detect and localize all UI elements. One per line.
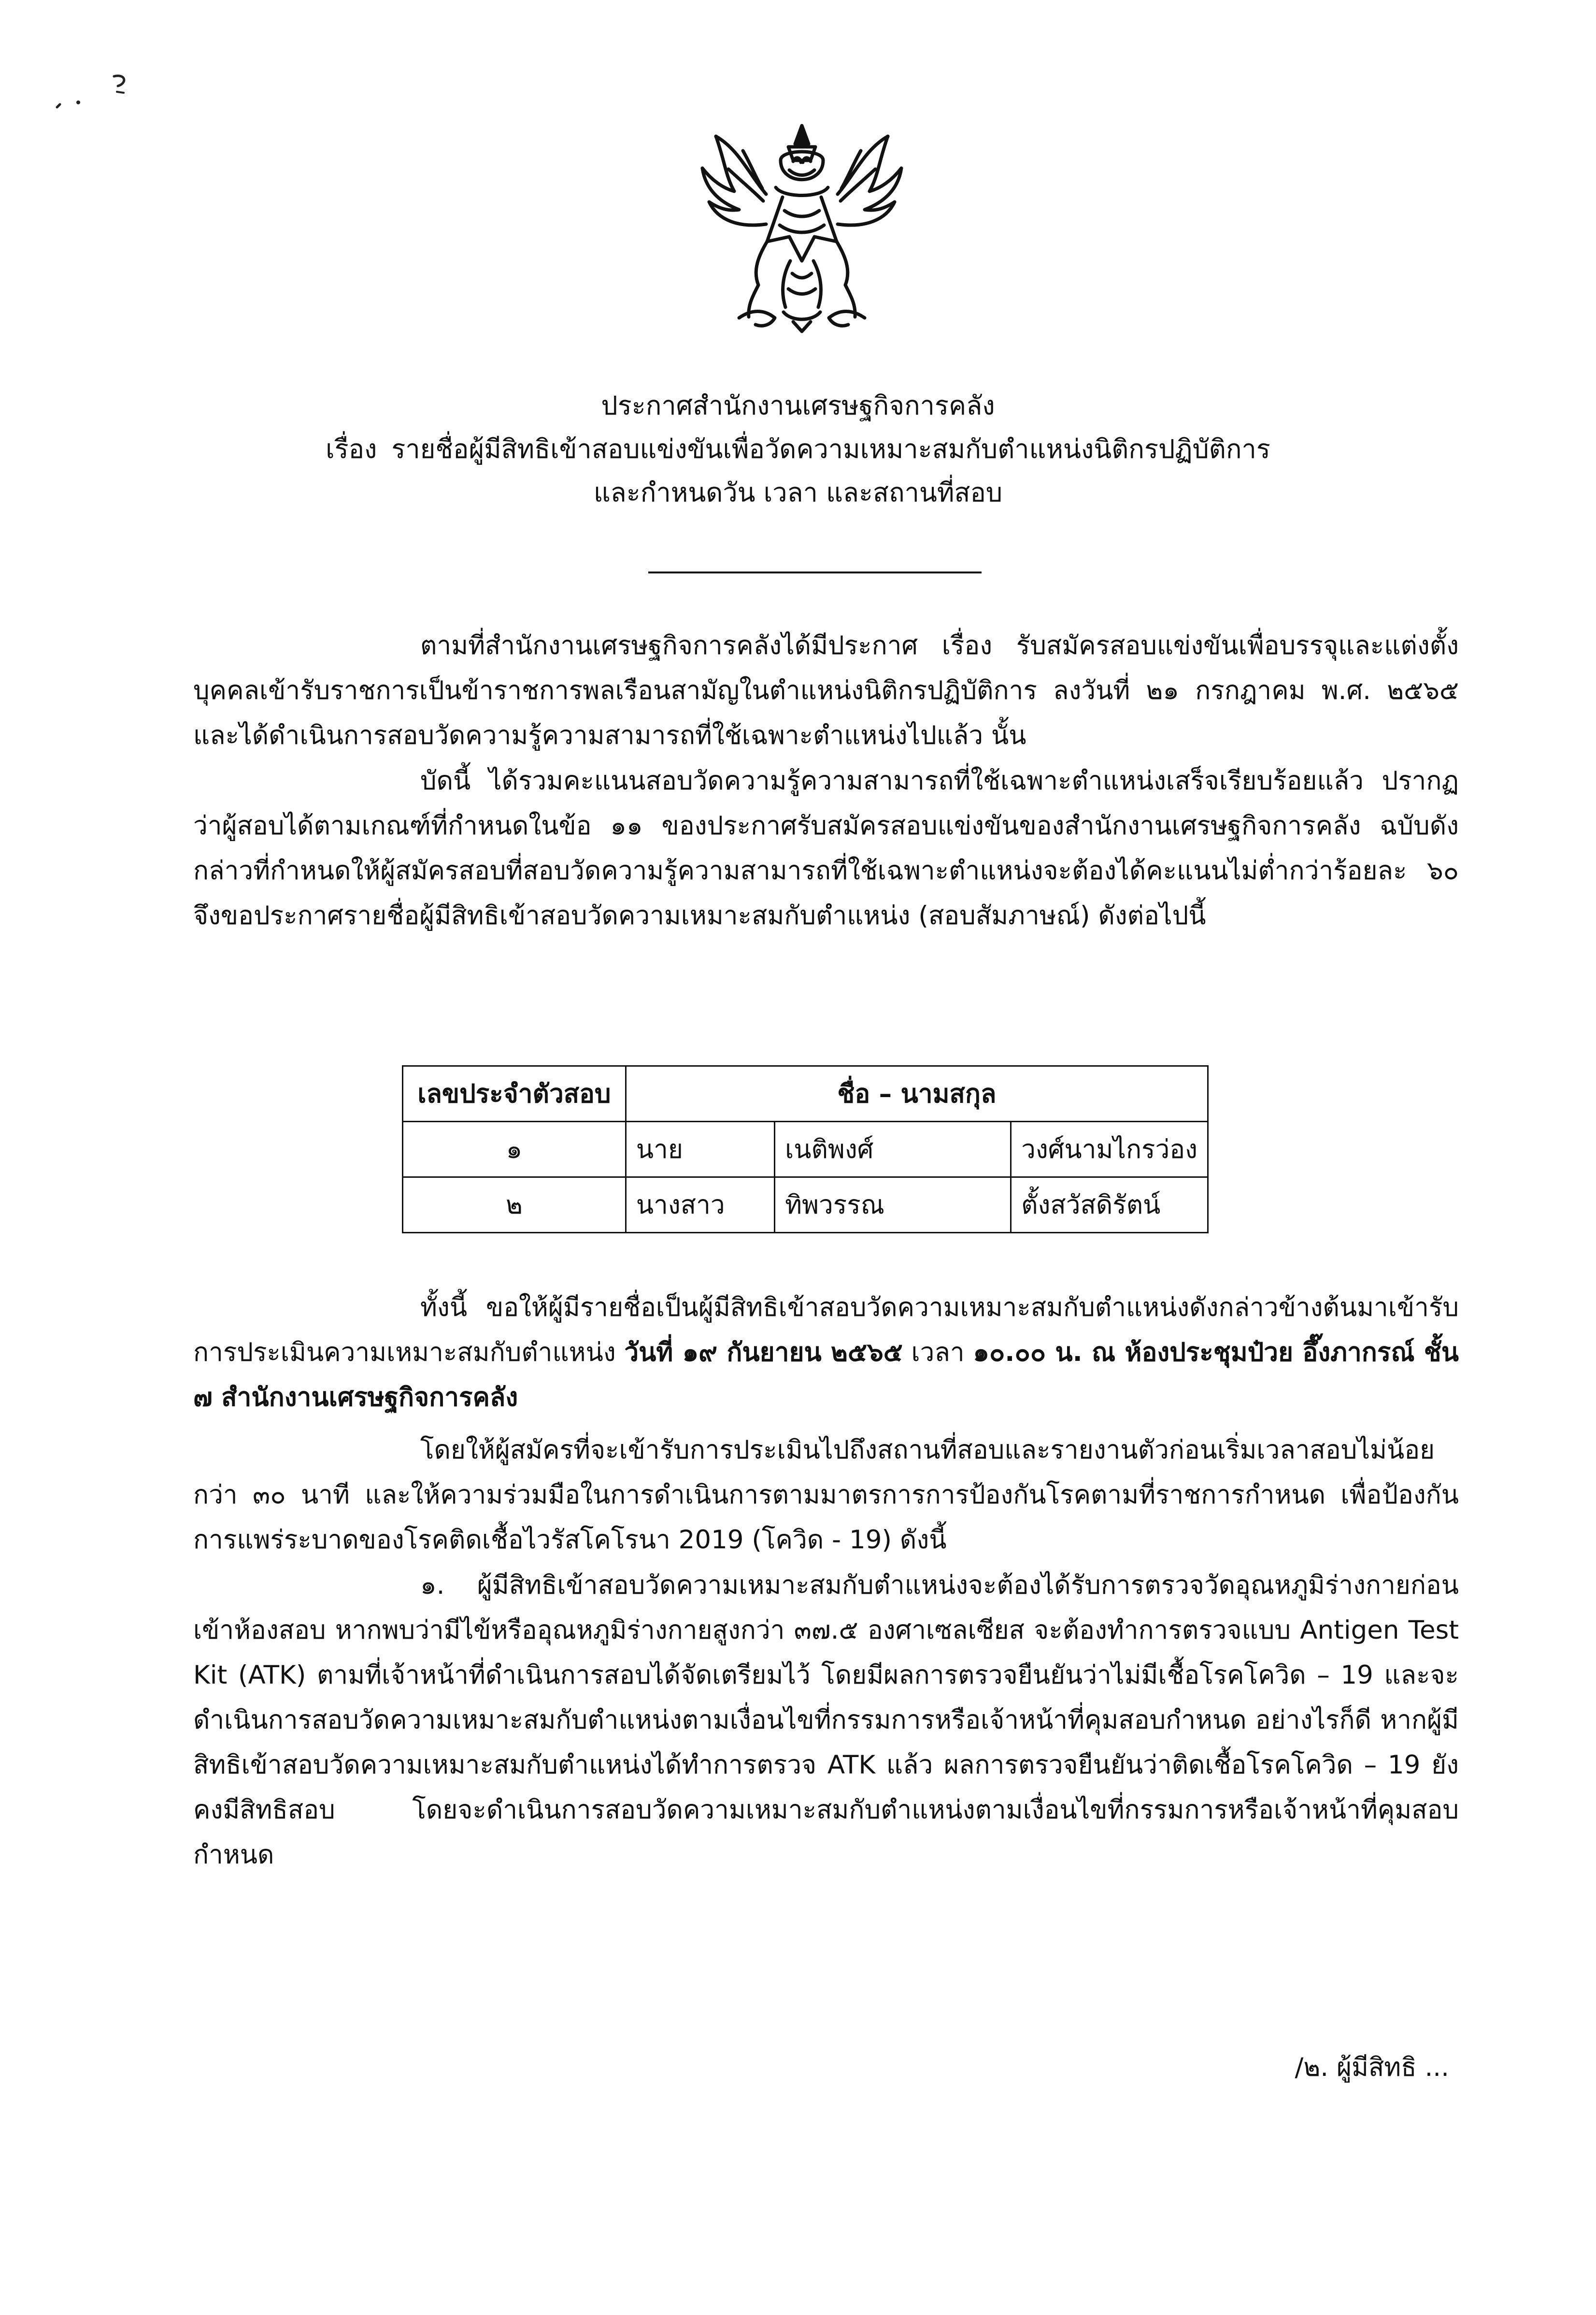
candidate-table <box>402 1065 1209 1233</box>
candidate-table-wrapper <box>402 1065 1209 1239</box>
body-paragraph-3 <box>193 1285 1459 1420</box>
body-paragraph-3-block <box>193 1285 1459 1420</box>
exam-date: วันที่ ๑๙ กันยายน ๒๕๖๕ <box>624 1338 903 1367</box>
body-paragraph-2: บัดนี้ ได้รวมคะแนนสอบวัดความรู้ความสามารถที่ใช้เฉพาะตำแหน่งเสร็จเรียบร้อยแล้ว ปรากฏว่าผู้สอบได้ตามเกณฑ์ที่กำหนดในข้อ ๑๑ ของประกาศรับสมัครสอบแข่งขันของสำนักงานเศรษฐกิจการคลัง ฉบับดังกล่าวที่กำหนดให้ผู้สมัครสอบที่สอบวัดความรู้ความสามารถที่ใช้เฉพาะตำแหน่งจะต้องได้คะแนนไม่ต่ำกว่าร้อยละ ๖๐ จึงขอประกาศรายชื่อผู้มีสิทธิเข้าสอบวัดความเหมาะสมกับตำแหน่ง (สอบสัมภาษณ์) ดังต่อไปนี้ <box>193 766 1459 930</box>
table-header-exam-id: เลขประจำตัวสอบ <box>403 1066 626 1122</box>
paragraph-3-start: ทั้งนี้ ขอให้ผู้มีรายชื่อเป็นผู้มีสิทธิเข้าสอบวัดความเหมาะสมกับตำแหน่งดังกล่าวข้างต้นมาเข้ารับการประเมินความเหมาะสมกับตำแหน่ง <box>193 1293 1459 1367</box>
page-continuation-note: /๒. ผู้มีสิทธิ ... <box>1295 2053 1449 2082</box>
subject-text-line-1: รายชื่อผู้มีสิทธิเข้าสอบแข่งขันเพื่อวัดความเหมาะสมกับตำแหน่งนิติกรปฏิบัติการ <box>391 434 1270 464</box>
title-divider <box>648 572 982 573</box>
table-row <box>403 1177 1208 1233</box>
body-paragraph-5: ๑. ผู้มีสิทธิเข้าสอบวัดความเหมาะสมกับตำแหน่งจะต้องได้รับการตรวจวัดอุณหภูมิร่างกายก่อนเข้าห้องสอบ หากพบว่ามีไข้หรืออุณหภูมิร่างกายสูงกว่า ๓๗.๕ องศาเซลเซียส จะต้องทำการตรวจแบบ Antigen Test Kit (ATK) ตามที่เจ้าหน้าที่ดำเนินการสอบได้จัดเตรียมไว้ โดยมีผลการตรวจยืนยันว่าไม่มีเชื้อโรคโควิด – 19 และจะดำเนินการสอบวัดความเหมาะสมกับตำแหน่งตามเงื่อนไขที่กรรมการหรือเจ้าหน้าที่คุมสอบกำหนด อย่างไรก็ดี หากผู้มีสิทธิเข้าสอบวัดความเหมาะสมกับตำแหน่งได้ทำการตรวจ ATK แล้ว ผลการตรวจยืนยันว่าติดเชื้อโรคโควิด – 19 ยังคงมีสิทธิสอบ โดยจะดำเนินการสอบวัดความเหมาะสมกับตำแหน่งตามเงื่อนไขที่กรรมการหรือเจ้าหน้าที่คุมสอบกำหนด <box>193 1571 1459 1870</box>
body-paragraph-4: โดยให้ผู้สมัครที่จะเข้ารับการประเมินไปถึงสถานที่สอบและรายงานตัวก่อนเริ่มเวลาสอบไม่น้อยกว่า ๓๐ นาที และให้ความร่วมมือในการดำเนินการตามมาตรการการป้องกันโรคตามที่ราชการกำหนด เพื่อป้องกันการแพร่ระบาดของโรคติดเชื้อไวรัสโคโรนา 2019 (โควิด - 19) ดังนี้ <box>193 1435 1459 1555</box>
table-cell-title: นางสาว <box>626 1177 774 1233</box>
body-paragraph-5-block <box>193 1563 1459 1877</box>
body-paragraph-1-block <box>193 623 1459 758</box>
announcement-title-block <box>0 384 1596 514</box>
subject-label: เรื่อง <box>326 434 377 464</box>
body-paragraph-1: ตามที่สำนักงานเศรษฐกิจการคลังได้มีประกาศ เรื่อง รับสมัครสอบแข่งขันเพื่อบรรจุและแต่งตั้งบุคคลเข้ารับราชการเป็นข้าราชการพลเรือนสามัญในตำแหน่งนิติกรปฏิบัติการ ลงวันที่ ๒๑ กรกฎาคม พ.ศ. ๒๕๖๕ และได้ดำเนินการสอบวัดความรู้ความสามารถที่ใช้เฉพาะตำแหน่งไปแล้ว นั้น <box>193 631 1459 750</box>
table-header-full-name: ชื่อ – นามสกุล <box>626 1066 1208 1122</box>
garuda-emblem-icon <box>681 116 923 338</box>
announcement-subject-line-2: และกำหนดวัน เวลา และสถานที่สอบ <box>593 477 1003 508</box>
table-row <box>403 1122 1208 1177</box>
body-paragraph-2-block <box>193 758 1459 938</box>
table-cell-first-name: ทิพวรรณ <box>775 1177 1011 1233</box>
table-cell-exam-id: ๒ <box>403 1177 626 1233</box>
announcement-subject-line-1 <box>0 428 1596 471</box>
exam-time-location: ๑๐.๐๐ น. ณ ห้องประชุมป๋วย อึ๊งภากรณ์ ชั้น ๗ สำนักงานเศรษฐกิจการคลัง <box>193 1338 1459 1412</box>
table-cell-title: นาย <box>626 1122 774 1177</box>
table-cell-first-name: เนติพงศ์ <box>775 1122 1011 1177</box>
announcement-title: ประกาศสำนักงานเศรษฐกิจการคลัง <box>601 390 995 421</box>
scan-artifact-marks <box>53 63 135 116</box>
table-cell-exam-id: ๑ <box>403 1122 626 1177</box>
table-header-row <box>403 1066 1208 1122</box>
table-cell-last-name: วงศ์นามไกรว่อง <box>1011 1122 1208 1177</box>
table-cell-last-name: ตั้งสวัสดิรัตน์ <box>1011 1177 1208 1233</box>
body-paragraph-4-block <box>193 1428 1459 1562</box>
paragraph-3-middle: เวลา <box>902 1338 973 1367</box>
